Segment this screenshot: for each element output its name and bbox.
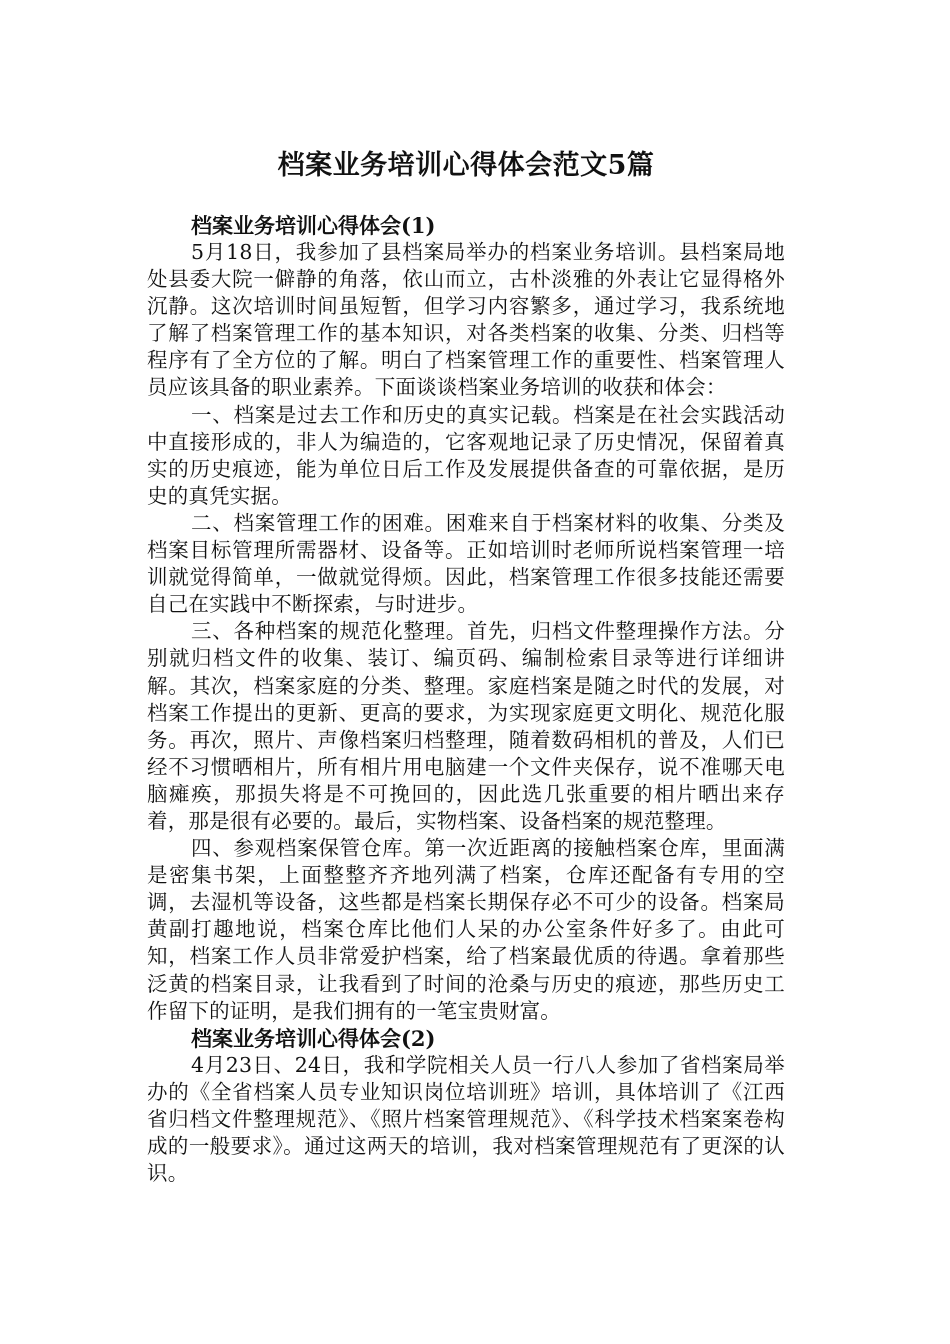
document-body [147,212,785,1187]
section-1 [147,212,785,1025]
paragraph: 4月23日、24日，我和学院相关人员一行八人参加了省档案局举办的《全省档案人员专业知识岗位培训班》培训，具体培训了《江西省归档文件整理规范》、《照片档案管理规范》、《科学技术档案案卷构成的一般要求》。通过这两天的培训，我对档案管理规范有了更深的认识。 [147,1052,785,1186]
section-2 [147,1025,785,1187]
document-title: 档案业务培训心得体会范文5篇 [277,150,655,181]
paragraph: 四、参观档案保管仓库。第一次近距离的接触档案仓库，里面满是密集书架，上面整整齐齐地列满了档案，仓库还配备有专用的空调，去湿机等设备，这些都是档案长期保存必不可少的设备。档案局黄副打趣地说，档案仓库比他们人呆的办公室条件好多了。由此可知，档案工作人员非常爱护档案，给了档案最优质的待遇。拿着那些泛黄的档案目录，让我看到了时间的沧桑与历史的痕迹，那些历史工作留下的证明，是我们拥有的一笔宝贵财富。 [147,836,785,1023]
document-page [147,0,785,1187]
paragraph: 一、档案是过去工作和历史的真实记载。档案是在社会实践活动中直接形成的，非人为编造的，它客观地记录了历史情况，保留着真实的历史痕迹，能为单位日后工作及发展提供备查的可靠依据，是历史的真凭实据。 [147,402,785,508]
paragraph: 5月18日，我参加了县档案局举办的档案业务培训。县档案局地处县委大院一僻静的角落，依山而立，古朴淡雅的外表让它显得格外沉静。这次培训时间虽短暂，但学习内容繁多，通过学习，我系统地了解了档案管理工作的基本知识，对各类档案的收集、分类、归档等程序有了全方位的了解。明白了档案管理工作的重要性、档案管理人员应该具备的职业素养。下面谈谈档案业务培训的收获和体会： [147,240,785,400]
paragraph: 三、各种档案的规范化整理。首先，归档文件整理操作方法。分别就归档文件的收集、装订、编页码、编制检索目录等进行详细讲解。其次，档案家庭的分类、整理。家庭档案是随之时代的发展，对档案工作提出的更新、更高的要求，为实现家庭更文明化、规范化服务。再次，照片、声像档案归档整理，随着数码相机的普及，人们已经不习惯晒相片，所有相片用电脑建一个文件夹保存，说不准哪天电脑瘫痪，那损失将是不可挽回的，因此选几张重要的相片晒出来存着，那是很有必要的。最后，实物档案、设备档案的规范整理。 [147,619,785,833]
paragraph: 二、档案管理工作的困难。困难来自于档案材料的收集、分类及档案目标管理所需器材、设备等。正如培训时老师所说档案管理一培训就觉得简单，一做就觉得烦。因此，档案管理工作很多技能还需要自己在实践中不断探索，与时进步。 [147,510,785,617]
section-heading: 档案业务培训心得体会(1) [191,213,436,238]
section-heading: 档案业务培训心得体会(2) [191,1025,436,1051]
